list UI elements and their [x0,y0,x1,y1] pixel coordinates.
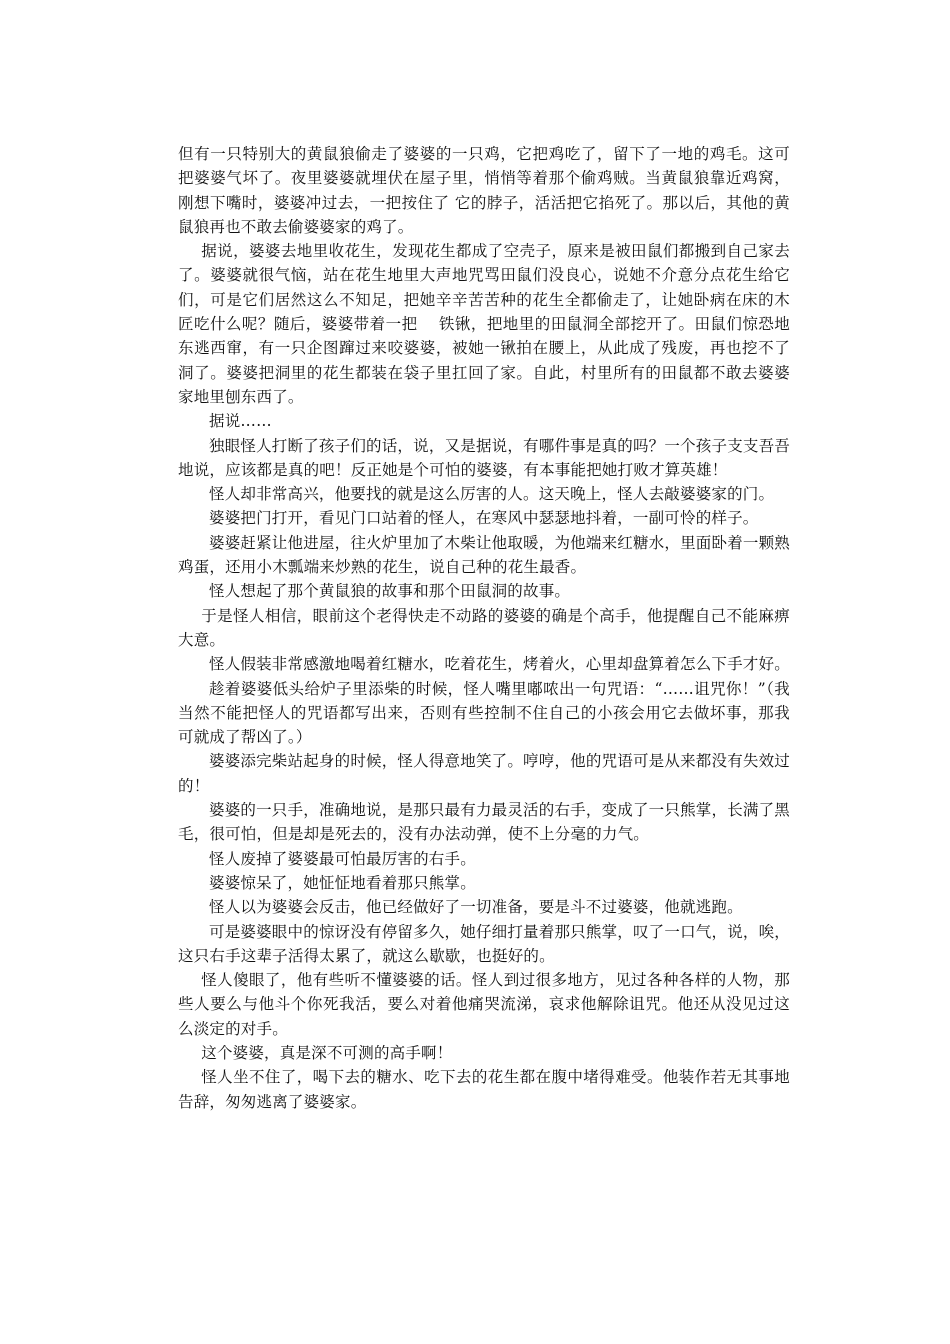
paragraph: 据说，婆婆去地里收花生，发现花生都成了空壳子，原来是被田鼠们都搬到自己家去了。婆婆就很气恼，站在花生地里大声地咒骂田鼠们没良心，说她不介意分点花生给它们，可是它们居然这么不知足，把她辛辛苦苦种的花生全都偷走了，让她卧病在床的木匠吃什么呢？随后，婆婆带着一把 铁锹，把地里的田鼠洞全部挖开了。田鼠们惊恐地东逃西窜，有一只企图蹿过来咬婆婆，被她一锹拍在腰上，从此成了残废，再也挖不了洞了。婆婆把洞里的花生都装在袋子里扛回了家。自此，村里所有的田鼠都不敢去婆婆家地里刨东西了。 [178,242,790,406]
paragraph: 婆婆赶紧让他进屋，往火炉里加了木柴让他取暖，为他端来红糖水，里面卧着一颗熟鸡蛋，还用小木瓢端来炒熟的花生，说自己种的花生最香。 [178,533,790,577]
paragraph: 婆婆把门打开，看见门口站着的怪人，在寒风中瑟瑟地抖着，一副可怜的样子。 [209,509,759,528]
story-text [178,142,790,1114]
paragraph: 这个婆婆，真是深不可测的高手啊！ [201,1043,453,1062]
paragraph: 独眼怪人打断了孩子们的话，说，又是据说，有哪件事是真的吗？一个孩子支支吾吾地说，应该都是真的吧！反正她是个可怕的婆婆，有本事能把她打败才算英雄！ [178,436,790,479]
paragraph: 怪人以为婆婆会反击，他已经做好了一切准备，要是斗不过婆婆，他就逃跑。 [209,898,743,917]
paragraph: 婆婆惊呆了，她怔怔地看着那只熊掌。 [209,873,476,892]
paragraph: 可是婆婆眼中的惊讶没有停留多久，她仔细打量着那只熊掌，叹了一口气，说，唉，这只右手这辈子活得太累了，就这么歇歇，也挺好的。 [178,922,790,965]
paragraph: 于是怪人相信，眼前这个老得快走不动路的婆婆的确是个高手，他提醒自己不能麻痹大意。 [178,606,790,649]
paragraph: 但有一只特别大的黄鼠狼偷走了婆婆的一只鸡，它把鸡吃了，留下了一地的鸡毛。这可把婆婆气坏了。夜里婆婆就埋伏在屋子里，悄悄等着那个偷鸡贼。当黄鼠狼靠近鸡窝，刚想下嘴时，婆婆冲过去，一把按住了 它的脖子，活活把它掐死了。那以后，其他的黄鼠狼再也不敢去偷婆婆家的鸡了。 [178,145,790,236]
paragraph: 怪人想起了那个黄鼠狼的故事和那个田鼠洞的故事。 [209,582,571,601]
paragraph: 趁着婆婆低头给炉子里添柴的时候，怪人嘴里嘟哝出一句咒语：“……诅咒你！”（我当然不能把怪人的咒语都写出来，否则有些控制不住自己的小孩会用它去做坏事，那我可就成了帮凶了。） [178,679,790,747]
paragraph: 婆婆添完柴站起身的时候，怪人得意地笑了。哼哼，他的咒语可是从来都没有失效过的！ [178,752,790,795]
paragraph: 婆婆的一只手，准确地说，是那只最有力最灵活的右手，变成了一只熊掌，长满了黑毛，很可怕，但是却是死去的，没有办法动弹，使不上分毫的力气。 [178,801,790,844]
paragraph: 怪人却非常高兴，他要找的就是这么厉害的人。这天晚上，怪人去敲婆婆家的门。 [209,485,775,504]
paragraph: 据说…… [209,412,272,431]
paragraph: 怪人傻眼了，他有些听不懂婆婆的话。怪人到过很多地方，见过各种各样的人物，那些人要么与他斗个你死我活，要么对着他痛哭流涕，哀求他解除诅咒。他还从没见过这么淡定的对手。 [178,971,790,1038]
paragraph: 怪人废掉了婆婆最可怕最厉害的右手。 [209,849,476,868]
paragraph: 怪人坐不住了，喝下去的糖水、吃下去的花生都在腹中堵得难受。他装作若无其事地告辞，匆匆逃离了婆婆家。 [178,1068,790,1111]
paragraph: 怪人假装非常感激地喝着红糖水，吃着花生，烤着火，心里却盘算着怎么下手才好。 [209,655,790,674]
